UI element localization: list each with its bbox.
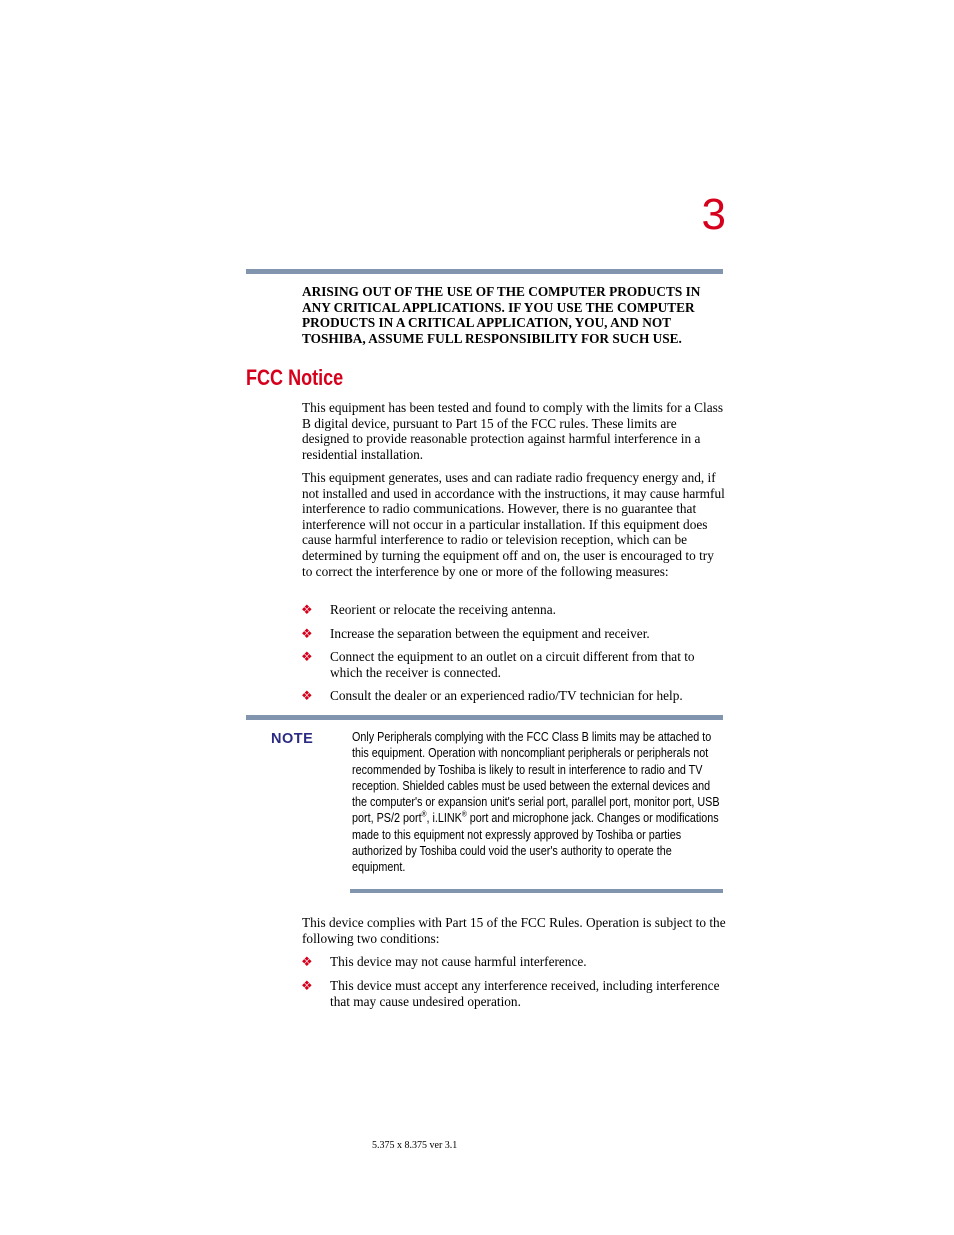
diamond-bullet-icon: ❖ [301, 954, 313, 969]
note-text [352, 729, 721, 876]
note-label: NOTE [271, 731, 314, 747]
diamond-bullet-icon: ❖ [301, 649, 313, 664]
top-rule [246, 269, 723, 274]
note-bottom-rule [350, 889, 723, 893]
registered-mark: ® [461, 810, 467, 820]
page-number: 3 [701, 190, 726, 239]
compliance-intro: This device complies with Part 15 of the FCC Rules. Operation is subject to the following two conditions: [302, 915, 726, 946]
diamond-bullet-icon: ❖ [301, 602, 313, 617]
note-text-part: , i.LINK [426, 810, 462, 826]
note-text-part: port and microphone jack. Changes or modifications made to this equipment not expressly approved by Toshiba or parties authorized by Toshiba could void the user's authority to operate the equipment. [352, 810, 719, 875]
list-item-condition: This device must accept any interference received, including interference that may cause undesired operation. [330, 978, 720, 1009]
section-title: FCC Notice [246, 365, 344, 390]
list-item-measure: Increase the separation between the equipment and receiver. [330, 626, 650, 641]
diamond-bullet-icon: ❖ [301, 978, 313, 993]
diamond-bullet-icon: ❖ [301, 688, 313, 703]
paragraph-compliance-limits: This equipment has been tested and found to comply with the limits for a Class B digital device, pursuant to Part 15 of the FCC rules. These limits are designed to provide reasonable protection against harmful interference in a residential installation. [302, 400, 723, 462]
list-item-measure: Consult the dealer or an experienced radio/TV technician for help. [330, 688, 683, 703]
list-item-condition: This device may not cause harmful interference. [330, 954, 587, 969]
note-text-part: Only Peripherals complying with the FCC Class B limits may be attached to this equipment. Operation with noncompliant peripherals or peripherals not recommended by Toshiba is likely to result in interference to radio and TV reception. Shielded cables must be used between the external devices and the computer's or expansion unit's serial port, parallel port, monitor port, USB port, PS/2 port [352, 729, 720, 826]
list-item-measure: Reorient or relocate the receiving antenna. [330, 602, 556, 617]
diamond-bullet-icon: ❖ [301, 626, 313, 641]
registered-mark: ® [421, 810, 427, 820]
note-top-rule [246, 715, 723, 720]
paragraph-interference: This equipment generates, uses and can radiate radio frequency energy and, if not installed and used in accordance with the instructions, it may cause harmful interference to radio communications. However, there is no guarantee that interference will not occur in a particular installation. If this equipment does cause harmful interference to radio or television reception, which can be determined by turning the equipment off and on, the user is encouraged to try to correct the interference by one or more of the following measures: [302, 470, 725, 579]
footer-version: 5.375 x 8.375 ver 3.1 [372, 1140, 458, 1151]
liability-warning: ARISING OUT OF THE USE OF THE COMPUTER PRODUCTS IN ANY CRITICAL APPLICATIONS. IF YOU USE THE COMPUTER PRODUCTS IN A CRITICAL APPLICATION, YOU, AND NOT TOSHIBA, ASSUME FULL RESPONSIBILITY FOR SUCH USE. [302, 284, 701, 346]
list-item-measure: Connect the equipment to an outlet on a circuit different from that to which the receiver is connected. [330, 649, 695, 680]
